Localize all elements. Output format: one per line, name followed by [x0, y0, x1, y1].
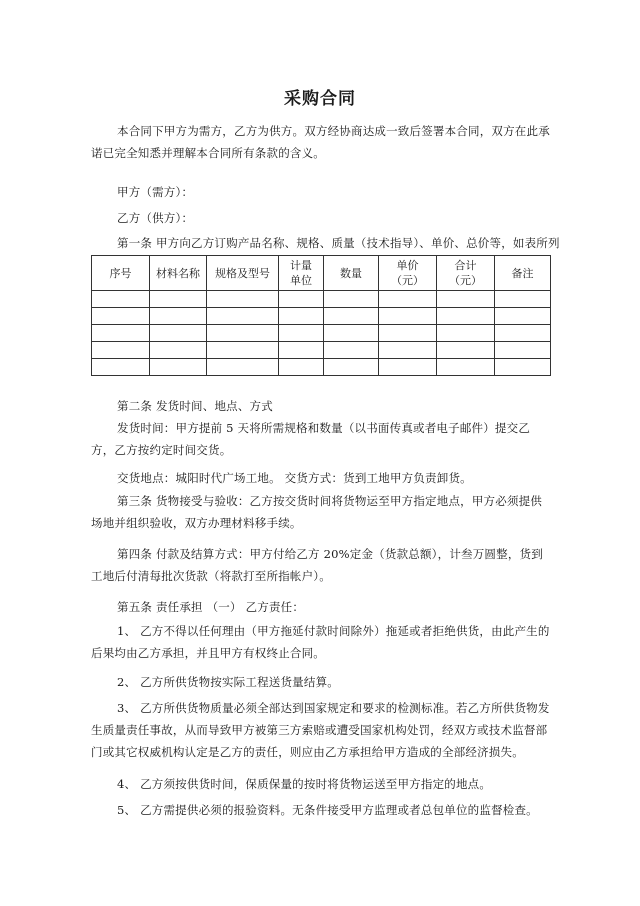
article-1: 第一条 甲方向乙方订购产品名称、规格、质量（技术指导）、单价、总价等，如表所列 [117, 236, 560, 250]
table-cell[interactable] [437, 359, 495, 376]
table-cell[interactable] [207, 308, 279, 325]
article-4: 第四条 付款及结算方式：甲方付给乙方 20%定金（货款总额），计叁万圆整，货到工地后付清每批次货款（将款打至所指帐户）。 [91, 547, 543, 583]
table-row [92, 342, 551, 359]
table-cell[interactable] [324, 308, 379, 325]
delivery-place: 交货地点：城阳时代广场工地。 交货方式：货到工地甲方负责卸货。 [117, 471, 472, 485]
party-b-label: 乙方（供方）： [117, 211, 194, 225]
table-body [92, 291, 551, 376]
article-3: 第三条 货物接受与验收：乙方按交货时间将货物运至甲方指定地点，甲方必须提供场地并组织验收，双方办理材料移手续。 [91, 494, 543, 530]
header-line-2: 单位 [290, 274, 312, 287]
table-cell[interactable] [150, 308, 207, 325]
liability-item-4: 4、 乙方须按供货时间，保质保量的按时将货物运送至甲方指定的地点。 [117, 777, 492, 791]
header-line-1: 计量 [290, 259, 312, 272]
table-header-row [92, 256, 551, 291]
table-header-cell [279, 256, 324, 291]
table-cell[interactable] [379, 359, 437, 376]
header-line-1: 序号 [109, 266, 132, 280]
table-cell[interactable] [150, 342, 207, 359]
header-line-1: 材料名称 [156, 266, 200, 280]
table-cell[interactable] [495, 308, 551, 325]
table-cell[interactable] [279, 308, 324, 325]
page-title: 采购合同 [284, 89, 356, 109]
table-cell[interactable] [150, 325, 207, 342]
table-cell[interactable] [437, 342, 495, 359]
table-cell[interactable] [150, 359, 207, 376]
table-cell[interactable] [279, 359, 324, 376]
table-cell[interactable] [437, 308, 495, 325]
table-cell[interactable] [379, 308, 437, 325]
table-cell[interactable] [324, 342, 379, 359]
liability-item-1: 1、 乙方不得以任何理由（甲方拖延付款时间除外）拖延或者拒绝供货，由此产生的后果均由乙方承担，并且甲方有权终止合同。 [91, 624, 550, 660]
header-line-1: 单价 [396, 259, 419, 272]
party-a-label: 甲方（需方）： [117, 185, 194, 199]
article-2-title: 第二条 发货时间、地点、方式 [117, 399, 273, 413]
table-cell[interactable] [379, 342, 437, 359]
article-5-title: 第五条 责任承担 （一） 乙方责任： [117, 600, 305, 614]
table-cell[interactable] [92, 325, 150, 342]
table-cell[interactable] [495, 325, 551, 342]
table-cell[interactable] [379, 291, 437, 308]
table-cell[interactable] [207, 342, 279, 359]
table-cell[interactable] [437, 291, 495, 308]
table-cell[interactable] [279, 291, 324, 308]
table-header-cell [324, 256, 379, 291]
table-row [92, 308, 551, 325]
table-header-cell [495, 256, 551, 291]
table-cell[interactable] [279, 325, 324, 342]
table-cell[interactable] [207, 325, 279, 342]
header-line-1: 数量 [340, 266, 362, 280]
order-table [91, 255, 551, 376]
header-line-1: 规格及型号 [215, 266, 270, 280]
table-cell[interactable] [324, 291, 379, 308]
table-header-cell [207, 256, 279, 291]
header-line-2: （元） [391, 274, 424, 287]
table-header-cell [379, 256, 437, 291]
table-cell[interactable] [92, 359, 150, 376]
table-cell[interactable] [437, 325, 495, 342]
table-cell[interactable] [92, 291, 150, 308]
table-header-cell [92, 256, 150, 291]
table-header-cell [150, 256, 207, 291]
table-cell[interactable] [92, 308, 150, 325]
liability-item-3: 3、 乙方所供货物质量必须全部达到国家规定和要求的检测标准。若乙方所供货物发生质量责任事故，从而导致甲方被第三方索赔或遭受国家机构处罚，经双方或技术监督部门或其它权威机构认定是乙方的责任，则应由乙方承担给甲方造成的全部经济损失。 [91, 701, 550, 759]
delivery-time: 发货时间：甲方提前 5 天将所需规格和数量（以书面传真或者电子邮件）提交乙方，乙方按约定时间交货。 [91, 421, 531, 457]
table-cell[interactable] [207, 359, 279, 376]
table-row [92, 359, 551, 376]
table-cell[interactable] [324, 359, 379, 376]
table-cell[interactable] [92, 342, 150, 359]
table-header-cell [437, 256, 495, 291]
liability-item-5: 5、 乙方需提供必须的报验资料。无条件接受甲方监理或者总包单位的监督检查。 [117, 803, 538, 817]
liability-item-2: 2、 乙方所供货物按实际工程送货量结算。 [117, 675, 339, 689]
table-cell[interactable] [495, 342, 551, 359]
table-cell[interactable] [495, 359, 551, 376]
table-cell[interactable] [279, 342, 324, 359]
header-line-1: 备注 [511, 266, 534, 280]
intro-paragraph: 本合同下甲方为需方，乙方为供方。双方经协商达成一致后签署本合同，双方在此承诺已完全知悉并理解本合同所有条款的含义。 [91, 124, 550, 160]
table-cell[interactable] [495, 291, 551, 308]
table-cell[interactable] [150, 291, 207, 308]
table-row [92, 291, 551, 308]
table-cell[interactable] [207, 291, 279, 308]
header-line-2: （元） [449, 274, 482, 287]
table-cell[interactable] [379, 325, 437, 342]
header-line-1: 合计 [454, 259, 477, 272]
table-cell[interactable] [324, 325, 379, 342]
table-row [92, 325, 551, 342]
